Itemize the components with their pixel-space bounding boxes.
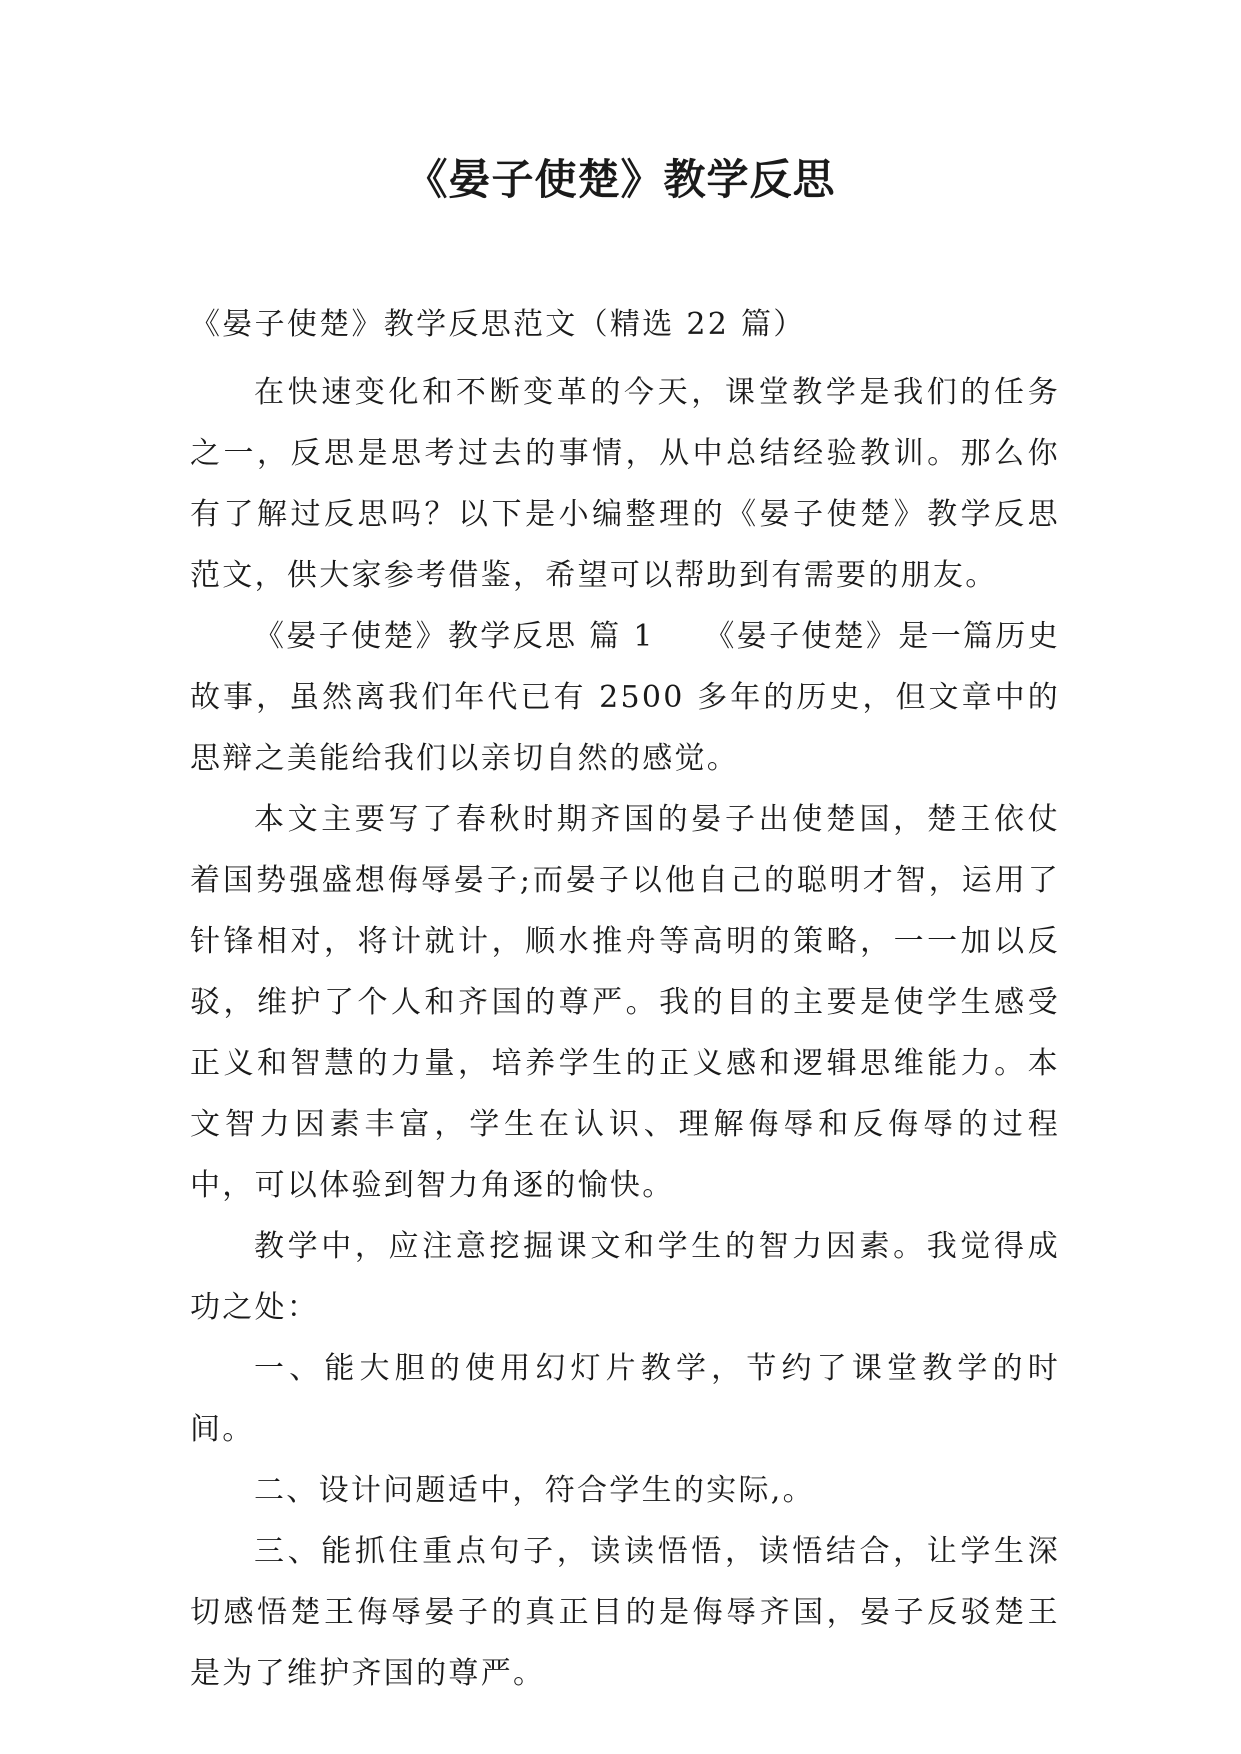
teaching-paragraph: 教学中，应注意挖掘课文和学生的智力因素。我觉得成功之处： <box>190 1229 1060 1325</box>
point-1-paragraph: 一、能大胆的使用幻灯片教学，节约了课堂教学的时间。 <box>190 1351 1060 1447</box>
point-3-paragraph: 三、能抓住重点句子，读读悟悟，读悟结合，让学生深切感悟楚王侮辱晏子的真正目的是侮辱齐国，晏子反驳楚王是为了维护齐国的尊严。 <box>190 1534 1060 1691</box>
section-1-paragraph: 《晏子使楚》教学反思 篇 1 《晏子使楚》是一篇历史故事，虽然离我们年代已有 2500 多年的历史，但文章中的思辩之美能给我们以亲切自然的感觉。 <box>190 619 1060 776</box>
document-body <box>190 294 1060 1704</box>
intro-paragraph: 在快速变化和不断变革的今天，课堂教学是我们的任务之一，反思是思考过去的事情，从中总结经验教训。那么你有了解过反思吗？以下是小编整理的《晏子使楚》教学反思范文，供大家参考借鉴，希望可以帮助到有需要的朋友。 <box>190 375 1060 593</box>
document-title: 《晏子使楚》教学反思 <box>405 155 836 204</box>
summary-paragraph: 本文主要写了春秋时期齐国的晏子出使楚国，楚王依仗着国势强盛想侮辱晏子;而晏子以他自己的聪明才智，运用了针锋相对，将计就计，顺水推舟等高明的策略，一一加以反驳，维护了个人和齐国的尊严。我的目的主要是使学生感受正义和智慧的力量，培养学生的正义感和逻辑思维能力。本文智力因素丰富，学生在认识、理解侮辱和反侮辱的过程中，可以体验到智力角逐的愉快。 <box>190 802 1060 1203</box>
point-2-paragraph: 二、设计问题适中，符合学生的实际,。 <box>254 1473 815 1508</box>
document-subtitle: 《晏子使楚》教学反思范文（精选 22 篇） <box>190 307 806 342</box>
